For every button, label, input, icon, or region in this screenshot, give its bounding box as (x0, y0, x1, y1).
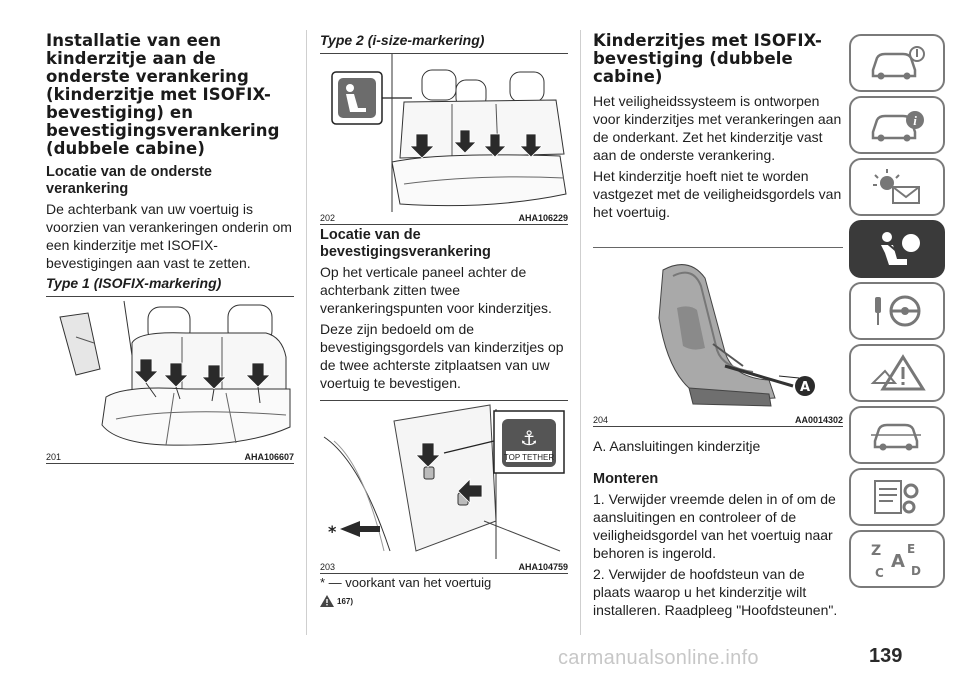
page-number: 139 (869, 645, 903, 667)
car-info-icon (867, 44, 927, 82)
figure-caption (320, 561, 568, 574)
figure-footnote: * — voorkant van het voertuig (320, 575, 492, 590)
car-service-icon (867, 415, 927, 455)
figure-203 (320, 400, 568, 574)
tab-safety[interactable] (849, 220, 945, 278)
figure-number: 204 (593, 415, 609, 425)
alphabet-index-icon (867, 539, 927, 579)
figure-reference: AHA106607 (244, 452, 294, 462)
figure-caption (46, 451, 294, 464)
roadside-warning-icon (867, 353, 927, 393)
rear-seat-isize-illustration (320, 54, 568, 212)
svg-text:C: C (875, 566, 884, 579)
figure-caption (320, 212, 568, 225)
tab-driving[interactable] (849, 282, 945, 340)
body-text: De achterbank van uw voertuig is voorzien van verankeringen onderin om een kinderzitje met ISOFIX-bevestigingen aan vast te zetten. (46, 201, 292, 271)
top-tether-label: TOP TETHER (503, 453, 555, 462)
column-divider (580, 30, 581, 635)
callout-A: A (799, 380, 811, 395)
figure-number: 201 (46, 452, 62, 462)
type-title: Type 2 (i-size-markering) (320, 32, 485, 48)
tab-maintenance[interactable] (849, 406, 945, 464)
body-text: Deze zijn bedoeld om de bevestigingsgordels van kinderzitjes op de twee achterste zitplaatsen van uw voertuig te bevestigen. (320, 321, 564, 391)
tab-warning-lights[interactable] (849, 158, 945, 216)
warning-reference (320, 595, 568, 607)
step-1: 1. Verwijder vreemde delen in of om de aansluitingen en controleer of de veiligheidsgordel van het voertuig naar behoren is ingerold. (593, 491, 836, 561)
svg-text:E: E (907, 542, 916, 556)
isofix-child-seat-illustration (593, 248, 843, 414)
airbag-seat-icon (867, 229, 927, 269)
subheading: Locatie van de onderste verankering (46, 164, 212, 197)
column-2 (320, 32, 568, 607)
figure-202 (320, 53, 568, 225)
tab-specifications[interactable] (849, 468, 945, 526)
figure-reference: AHA106229 (518, 213, 568, 223)
section-heading: Kinderzitjes met ISOFIX-bevestiging (dubbele cabine) (593, 31, 822, 86)
chapter-tabs (849, 34, 949, 592)
warning-ref-number: 167) (337, 596, 354, 606)
type-title: Type 1 (ISOFIX-markering) (46, 275, 222, 291)
svg-text:⚓: ⚓ (520, 426, 538, 450)
body-text: Het kinderzitje hoeft niet te worden vastgezet met de veiligheidsgordels van het voertuig. (593, 168, 842, 220)
tab-emergency[interactable] (849, 344, 945, 402)
svg-text:D: D (911, 564, 921, 578)
section-heading: Installatie van een kinderzitje aan de onderste verankering (kinderzitje met ISOFIX-bevestiging) en bevestigingsverankering (dubbele cabine) (46, 31, 280, 158)
column-divider (306, 30, 307, 635)
key-steering-icon (867, 291, 927, 331)
subheading: Monteren (593, 471, 659, 487)
figure-caption (593, 414, 843, 427)
svg-text:A: A (891, 551, 905, 572)
figure-number: 202 (320, 213, 336, 223)
svg-text:Z: Z (871, 543, 882, 559)
warning-light-mail-icon (867, 167, 927, 207)
column-3 (593, 32, 843, 622)
tab-car-info-circle[interactable] (849, 96, 945, 154)
watermark: carmanualsonline.info (558, 647, 759, 669)
figure-number: 203 (320, 562, 336, 572)
figure-204 (593, 247, 843, 427)
figure-reference: AA0014302 (794, 415, 843, 425)
step-2: 2. Verwijder de hoofdsteun van de plaats waarop u het kinderzitje wilt installeren. Raadpleeg "Hoofdsteunen". (593, 566, 838, 618)
top-tether-illustration (320, 401, 568, 561)
figure-legend: A. Aansluitingen kinderzitje (593, 438, 761, 454)
column-1 (46, 32, 294, 464)
warning-triangle-icon (320, 595, 334, 607)
body-text: Het veiligheidssysteem is ontworpen voor kinderzitjes met verankeringen aan de onderkant. Zet het kinderzitje vast aan de onderste verankering. (593, 93, 842, 163)
car-info-circle-icon (867, 106, 927, 144)
tab-index[interactable] (849, 530, 945, 588)
front-asterisk: * (328, 522, 337, 541)
figure-reference: AHA104759 (518, 562, 568, 572)
rear-seat-isofix-illustration (46, 297, 294, 451)
specifications-icon (867, 477, 927, 517)
body-text: Op het verticale paneel achter de achterbank zitten twee verankeringspunten voor kinderzitjes. (320, 264, 552, 316)
figure-201 (46, 296, 294, 464)
svg-text:i: i (913, 113, 917, 128)
tab-car-info[interactable] (849, 34, 945, 92)
subheading: Locatie van de bevestigingsverankering (320, 227, 491, 260)
